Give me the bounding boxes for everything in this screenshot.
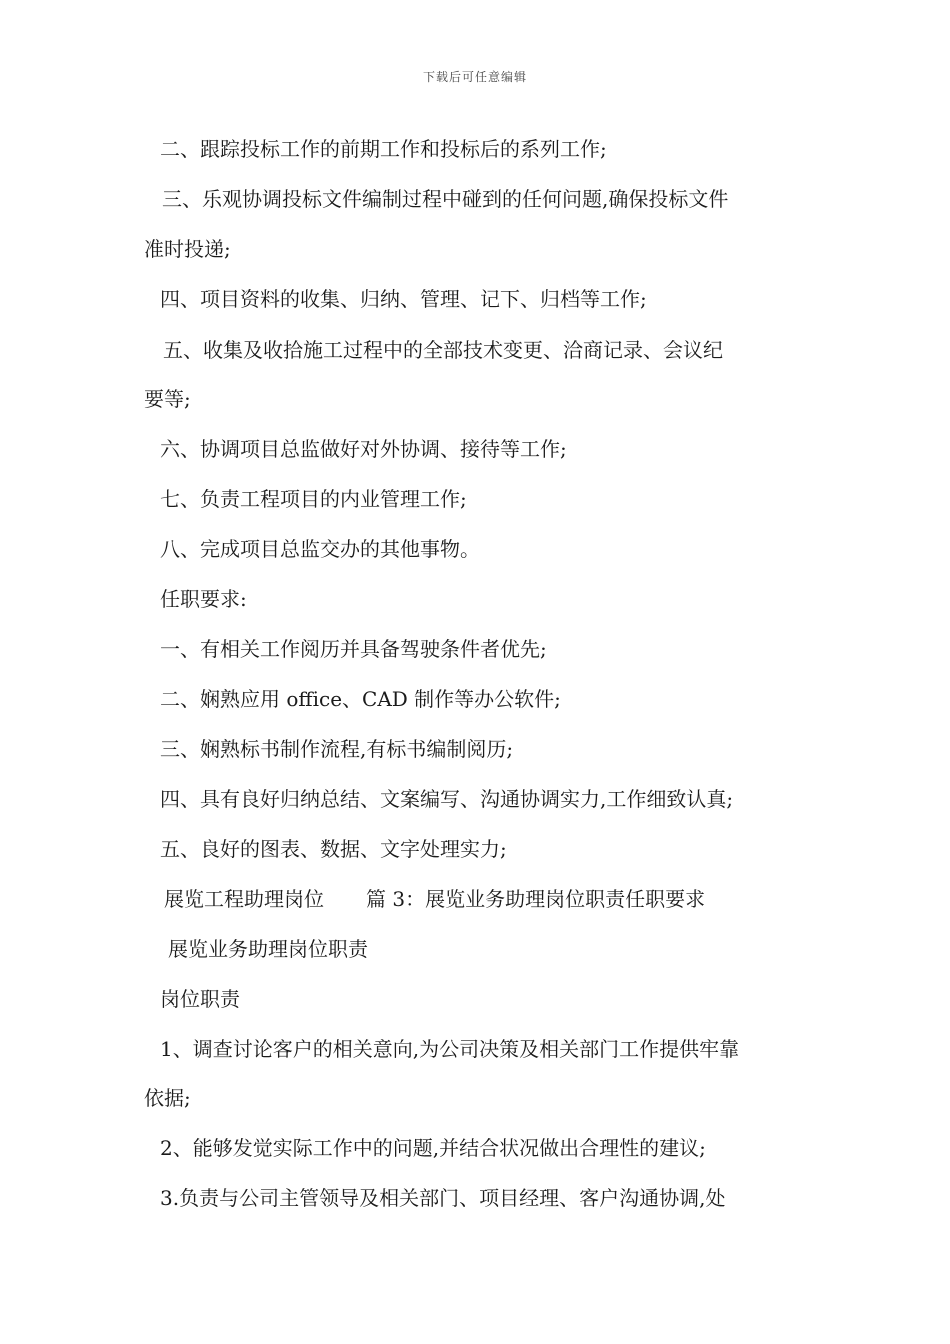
line-text: 五、收集及收拾施工过程中的全部技术变更、洽商记录、会议纪 <box>163 338 723 362</box>
line-text: 任职要求: <box>160 587 247 611</box>
line-text: 七、负责工程项目的内业管理工作; <box>160 487 467 511</box>
line-text: 四、具有良好归纳总结、文案编写、沟通协调实力,工作细致认真; <box>160 787 734 811</box>
line-text: 岗位职责 <box>160 987 240 1011</box>
line-text: 展览工程助理岗位 <box>164 887 324 911</box>
line-text: 三、娴熟标书制作流程,有标书编制阅历; <box>160 737 514 761</box>
line-text: 二、娴熟应用 office、CAD 制作等办公软件; <box>160 687 561 711</box>
line-text: 要等; <box>144 387 191 411</box>
line-text: 2、能够发觉实际工作中的问题,并结合状况做出合理性的建议; <box>160 1136 706 1160</box>
line-text: 准时投递; <box>144 237 231 261</box>
line-text: 一、有相关工作阅历并具备驾驶条件者优先; <box>160 637 547 661</box>
line-text: 三、乐观协调投标文件编制过程中碰到的任何问题,确保投标文件 <box>162 187 729 211</box>
line-text: 八、完成项目总监交办的其他事物。 <box>160 537 480 561</box>
header-note: 下载后可任意编辑 <box>422 70 527 84</box>
line-text: 四、项目资料的收集、归纳、管理、记下、归档等工作; <box>160 287 647 311</box>
line-text: 篇 3：展览业务助理岗位职责任职要求 <box>366 887 706 911</box>
line-text: 五、良好的图表、数据、文字处理实力; <box>160 837 507 861</box>
line-text: 展览业务助理岗位职责 <box>168 937 368 961</box>
line-text: 六、协调项目总监做好对外协调、接待等工作; <box>160 437 567 461</box>
line-text: 3.负责与公司主管领导及相关部门、项目经理、客户沟通协调,处 <box>160 1186 726 1210</box>
line-text: 依据; <box>144 1086 191 1110</box>
line-text: 二、跟踪投标工作的前期工作和投标后的系列工作; <box>160 137 607 161</box>
line-text: 1、调查讨论客户的相关意向,为公司决策及相关部门工作提供牢靠 <box>160 1037 740 1061</box>
